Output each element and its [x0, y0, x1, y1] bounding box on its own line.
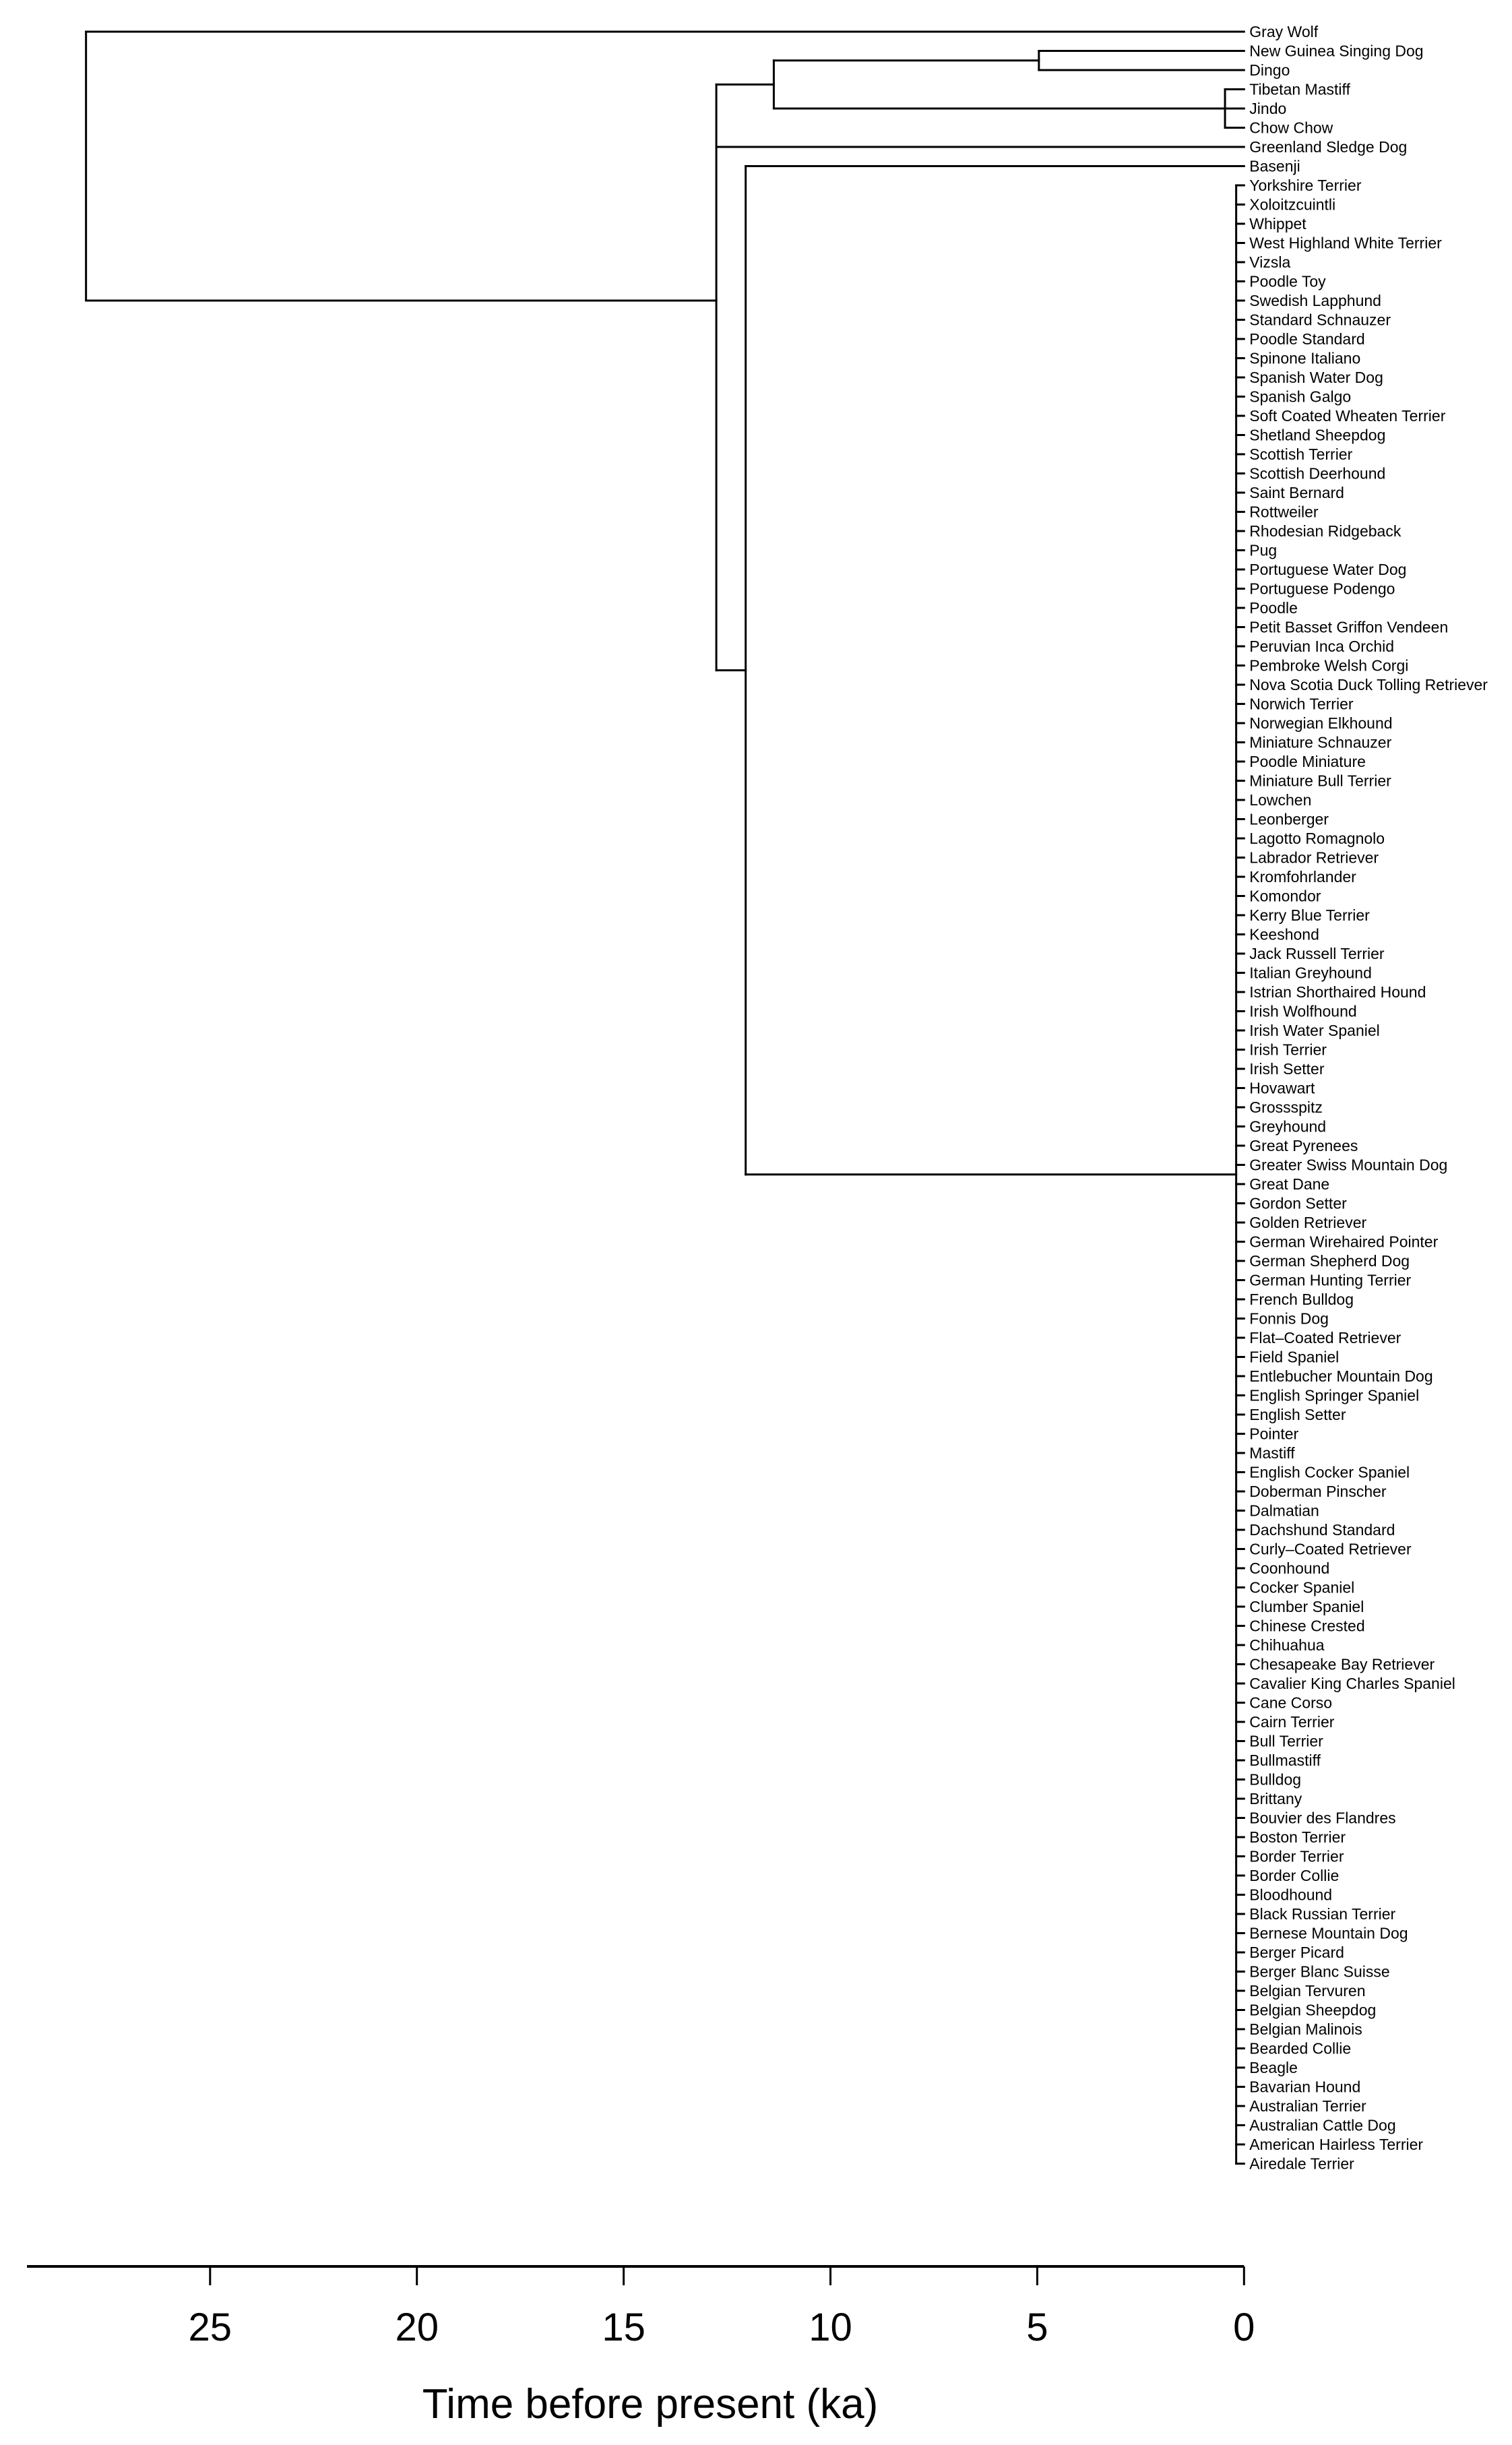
taxon-label: Spanish Water Dog [1249, 369, 1383, 386]
time-axis [27, 2266, 1255, 2349]
taxon-label: Cavalier King Charles Spaniel [1249, 1675, 1455, 1692]
taxon-label: Whippet [1249, 215, 1306, 233]
taxon-label: Pointer [1249, 1425, 1299, 1443]
taxon-label: Chow Chow [1249, 119, 1333, 137]
taxon-label: Irish Setter [1249, 1060, 1325, 1078]
taxon-label: Poodle Toy [1249, 272, 1326, 290]
taxon-label: Italian Greyhound [1249, 964, 1372, 982]
taxon-label: Airedale Terrier [1249, 2155, 1354, 2173]
taxon-label: Great Pyrenees [1249, 1137, 1358, 1154]
taxon-label: Curly–Coated Retriever [1249, 1540, 1412, 1558]
taxon-label: Irish Terrier [1249, 1041, 1327, 1059]
taxon-label: Hovawart [1249, 1079, 1315, 1097]
taxon-label: Saint Bernard [1249, 484, 1344, 501]
taxon-label: German Shepherd Dog [1249, 1252, 1410, 1270]
taxon-label: Irish Wolfhound [1249, 1002, 1357, 1020]
taxon-label: Boston Terrier [1249, 1828, 1346, 1846]
taxon-label: Shetland Sheepdog [1249, 426, 1386, 444]
taxon-label: Golden Retriever [1249, 1214, 1367, 1231]
taxon-label: Greyhound [1249, 1117, 1327, 1136]
taxon-label: Poodle [1249, 599, 1298, 617]
x-axis-title: Time before present (ka) [422, 2381, 879, 2427]
taxon-label: Cocker Spaniel [1249, 1578, 1355, 1597]
taxon-label: French Bulldog [1249, 1291, 1354, 1308]
x-axis-tick-label: 10 [809, 2305, 852, 2349]
taxon-label: Lowchen [1249, 791, 1312, 809]
taxon-label: Brittany [1249, 1790, 1302, 1807]
taxon-label: Norwegian Elkhound [1249, 714, 1393, 732]
x-axis-tick-label: 15 [602, 2305, 645, 2349]
taxon-label: Chesapeake Bay Retriever [1249, 1655, 1435, 1673]
taxon-label: Bullmastiff [1249, 1752, 1321, 1769]
taxon-label: Greater Swiss Mountain Dog [1249, 1156, 1448, 1174]
taxon-label: Standard Schnauzer [1249, 311, 1391, 329]
taxon-label: Scottish Deerhound [1249, 464, 1386, 483]
taxon-label: Doberman Pinscher [1249, 1483, 1387, 1500]
taxon-label: Miniature Bull Terrier [1249, 772, 1391, 790]
taxon-label: Greenland Sledge Dog [1249, 138, 1408, 156]
taxon-label: Swedish Lapphund [1249, 292, 1381, 309]
taxon-label: Rottweiler [1249, 503, 1319, 521]
taxon-label: Tibetan Mastiff [1249, 80, 1350, 98]
taxon-label: Norwich Terrier [1249, 695, 1354, 713]
taxon-label: American Hairless Terrier [1249, 2136, 1424, 2153]
taxon-label: Rhodesian Ridgeback [1249, 522, 1401, 540]
taxon-label: Chinese Crested [1249, 1617, 1365, 1635]
taxon-label: Chihuahua [1249, 1636, 1325, 1654]
taxon-label: English Cocker Spaniel [1249, 1463, 1410, 1481]
taxon-label: Coonhound [1249, 1559, 1330, 1577]
taxon-label: Bearded Collie [1249, 2039, 1352, 2057]
taxon-label: Black Russian Terrier [1249, 1905, 1396, 1923]
taxon-label: Leonberger [1249, 810, 1329, 828]
taxon-label: Grossspitz [1249, 1098, 1323, 1116]
taxon-label: Yorkshire Terrier [1249, 177, 1362, 194]
taxon-label: Belgian Malinois [1249, 2020, 1362, 2038]
taxon-label: Australian Terrier [1249, 2097, 1366, 2115]
taxon-label: German Wirehaired Pointer [1249, 1233, 1439, 1251]
taxon-label: Portuguese Podengo [1249, 580, 1395, 598]
x-axis-tick-label: 25 [188, 2305, 232, 2349]
taxon-label: West Highland White Terrier [1249, 234, 1442, 252]
taxon-label: Portuguese Water Dog [1249, 561, 1407, 578]
taxon-label: Bloodhound [1249, 1886, 1333, 1904]
taxon-label: Clumber Spaniel [1249, 1598, 1364, 1615]
taxon-label: Miniature Schnauzer [1249, 733, 1392, 751]
taxon-label: Spinone Italiano [1249, 349, 1361, 367]
taxon-label: Labrador Retriever [1249, 848, 1379, 867]
taxon-label: Lagotto Romagnolo [1249, 830, 1385, 847]
taxon-label: Mastiff [1249, 1444, 1295, 1462]
taxon-label: Australian Cattle Dog [1249, 2116, 1396, 2134]
taxon-label: Dalmatian [1249, 1502, 1319, 1520]
taxon-label: Cairn Terrier [1249, 1713, 1335, 1731]
taxon-label: Gray Wolf [1249, 23, 1319, 40]
x-axis-tick-label: 0 [1233, 2305, 1255, 2349]
taxon-label: Gordon Setter [1249, 1194, 1347, 1212]
taxon-label: Jindo [1249, 100, 1287, 117]
taxon-label: Pug [1249, 541, 1278, 559]
taxon-labels [1249, 23, 1488, 2173]
taxon-label: Bull Terrier [1249, 1732, 1323, 1750]
taxon-label: Cane Corso [1249, 1694, 1333, 1712]
taxon-label: Berger Picard [1249, 1944, 1344, 1961]
taxon-label: Poodle Miniature [1249, 753, 1366, 770]
taxon-label: Field Spaniel [1249, 1348, 1340, 1366]
taxon-label: Kerry Blue Terrier [1249, 906, 1370, 924]
taxon-label: Bernese Mountain Dog [1249, 1924, 1408, 1942]
taxon-label: Scottish Terrier [1249, 445, 1353, 463]
taxon-label: Beagle [1249, 2059, 1298, 2076]
taxon-label: Great Dane [1249, 1175, 1330, 1193]
taxon-label: Bavarian Hound [1249, 2078, 1361, 2096]
taxon-label: Dingo [1249, 61, 1290, 79]
taxon-label: Bulldog [1249, 1770, 1302, 1789]
taxon-label: Flat–Coated Retriever [1249, 1329, 1401, 1347]
taxon-label: Xoloitzcuintli [1249, 195, 1336, 214]
taxon-label: Border Collie [1249, 1867, 1340, 1884]
taxon-label: Irish Water Spaniel [1249, 1022, 1380, 1039]
taxon-label: Border Terrier [1249, 1847, 1344, 1865]
taxon-label: English Setter [1249, 1406, 1346, 1423]
taxon-label: Nova Scotia Duck Tolling Retriever [1249, 676, 1488, 693]
taxon-label: Poodle Standard [1249, 330, 1365, 348]
x-axis-tick-label: 5 [1026, 2305, 1048, 2349]
taxon-label: English Springer Spaniel [1249, 1386, 1420, 1404]
taxon-label: Basenji [1249, 157, 1300, 175]
taxon-label: Kromfohrlander [1249, 868, 1356, 886]
x-axis-tick-label: 20 [395, 2305, 439, 2349]
taxon-label: Jack Russell Terrier [1249, 945, 1385, 962]
taxon-label: Fonnis Dog [1249, 1309, 1329, 1328]
taxon-label: Peruvian Inca Orchid [1249, 638, 1395, 655]
taxon-label: Bouvier des Flandres [1249, 1809, 1396, 1827]
taxon-label: German Hunting Terrier [1249, 1271, 1412, 1289]
taxon-label: Keeshond [1249, 925, 1319, 943]
taxon-label: Berger Blanc Suisse [1249, 1962, 1390, 1981]
taxon-label: Spanish Galgo [1249, 388, 1352, 406]
taxon-label: Pembroke Welsh Corgi [1249, 656, 1409, 675]
taxon-label: Belgian Sheepdog [1249, 2001, 1377, 2019]
taxon-label: Istrian Shorthaired Hound [1249, 983, 1426, 1001]
taxon-label: Soft Coated Wheaten Terrier [1249, 407, 1446, 425]
taxon-label: Komondor [1249, 887, 1321, 905]
taxon-label: New Guinea Singing Dog [1249, 42, 1424, 60]
taxon-label: Belgian Tervuren [1249, 1982, 1366, 2000]
taxon-label: Dachshund Standard [1249, 1521, 1395, 1539]
tree-branches [86, 32, 1245, 2164]
taxon-label: Petit Basset Griffon Vendeen [1249, 618, 1449, 636]
taxon-label: Vizsla [1249, 253, 1291, 271]
taxon-label: Entlebucher Mountain Dog [1249, 1367, 1433, 1385]
